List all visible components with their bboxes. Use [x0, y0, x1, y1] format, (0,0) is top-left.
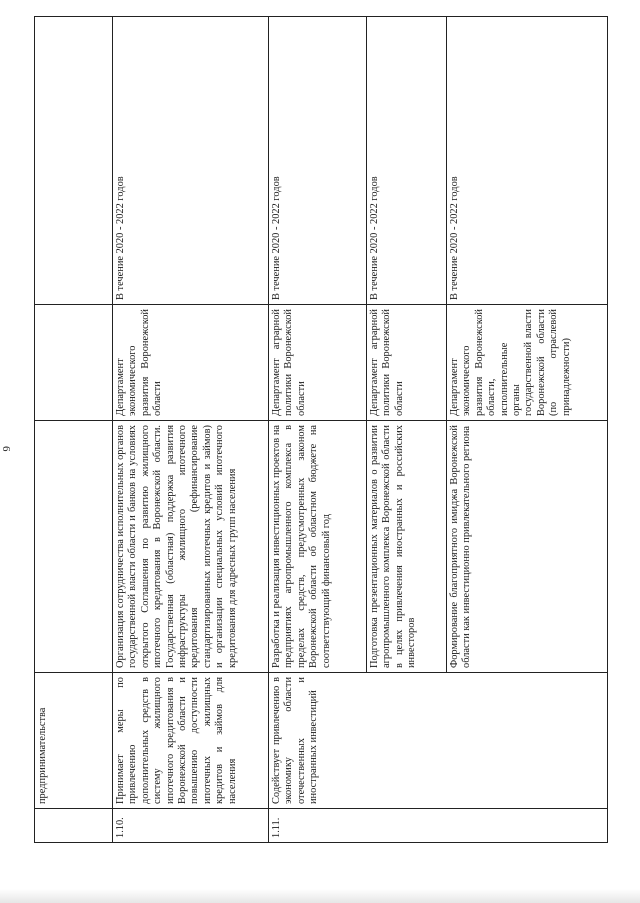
- function-cell: Принимает меры по привлечению дополнительных средств в систему жилищного ипотечного кредитования в Воронежской области и повышению доступности ипотечных жилищных кредитов и займов для населения: [113, 673, 269, 809]
- table-row: [269, 17, 367, 843]
- executor-cell: Департамент экономического развития Воронежской области: [113, 305, 269, 421]
- page-number: 6: [0, 446, 12, 452]
- measure-cell: Организация сотрудничества исполнительных органов государственной власти области и банков на условиях открытого Соглашения по развитию жилищного ипотечного кредитования в Воронежской области. Государственная (областная) поддержка развития инфраструктуры жилищного ипотечного кредитования (рефинансирование стандартизированных ипотечных кредитов и займов) и организации специальных условий ипотечного кредитования для адресных групп населения: [113, 421, 269, 673]
- num-cell: [35, 809, 113, 843]
- table-row: [113, 17, 269, 843]
- measures-table: [34, 16, 608, 843]
- scan-edge-shadow: [0, 889, 640, 903]
- executor-cell: Департамент экономического развития Воронежской области, исполнительные органы государственной власти Воронежской области (по отраслевой принадлежности): [447, 305, 608, 421]
- term-cell: В течение 2020 - 2022 годов: [447, 17, 608, 305]
- function-cell: Содействует привлечению в экономику области отечественных и иностранных инвестиций: [269, 673, 608, 809]
- term-cell: В течение 2020 - 2022 годов: [113, 17, 269, 305]
- term-cell: В течение 2020 - 2022 годов: [269, 17, 367, 305]
- measure-cell: [35, 421, 113, 673]
- measure-cell: Формирование благоприятного имиджа Воронежской области как инвестиционно привлекательного региона: [447, 421, 608, 673]
- table-row: [35, 17, 113, 843]
- num-cell: 1.11.: [269, 809, 608, 843]
- term-cell: В течение 2020 - 2022 годов: [367, 17, 447, 305]
- executor-cell: [35, 305, 113, 421]
- num-cell: 1.10.: [113, 809, 269, 843]
- term-cell: [35, 17, 113, 305]
- measure-cell: Подготовка презентационных материалов о развитии агропромышленного комплекса Воронежской области в целях привлечения иностранных и российских инвесторов: [367, 421, 447, 673]
- executor-cell: Департамент аграрной политики Воронежской области: [269, 305, 367, 421]
- rotated-table-container: [34, 17, 608, 843]
- executor-cell: Департамент аграрной политики Воронежской области: [367, 305, 447, 421]
- function-cell: предпринимательства: [35, 673, 113, 809]
- measure-cell: Разработка и реализация инвестиционных проектов на предприятиях агропромышленного комплекса в пределах средств, предусмотренных законом Воронежской области об областном бюджете на соответствующий финансовый год: [269, 421, 367, 673]
